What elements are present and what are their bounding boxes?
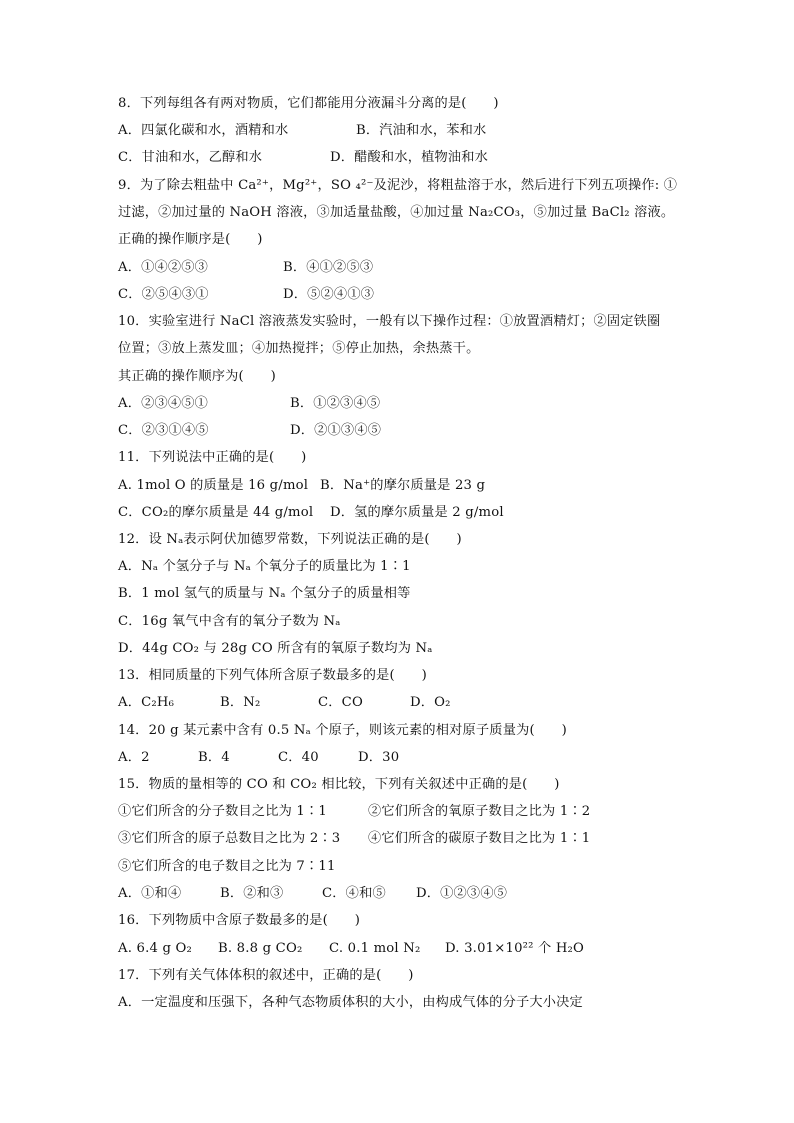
q15-option-b: B．②和③ [220, 886, 284, 901]
q15-stem: 15．物质的量相等的 CO 和 CO₂ 相比较，下列有关叙述中正确的是( ) [118, 777, 560, 792]
q9-options-ab [118, 257, 373, 279]
q17-stem: 17．下列有关气体体积的叙述中，正确的是( ) [118, 968, 414, 983]
q13-stem: 13．相同质量的下列气体所含原子数最多的是( ) [118, 668, 428, 683]
q11-options-ab [118, 475, 485, 497]
q10-options-ab [118, 393, 380, 415]
q12-option-d: D．44g CO₂ 与 28g CO 所含有的氧原子数均为 Nₐ [118, 641, 433, 656]
q11-option-c: C．CO₂的摩尔质量是 44 g/mol [118, 505, 314, 520]
q12-option-b: B．1 mol 氢气的质量与 Nₐ 个氢分子的质量相等 [118, 586, 411, 601]
q10-option-a: A．②③④⑤① [118, 396, 209, 411]
q16-option-d: D. 3.01×10²² 个 H₂O [445, 941, 585, 956]
q16-option-a: A. 6.4 g O₂ [118, 941, 193, 956]
q13-option-b: B．N₂ [220, 695, 261, 710]
q15-option-d: D．①②③④⑤ [416, 886, 508, 901]
q15-options [118, 883, 507, 905]
q8-option-d: D．醋酸和水，植物油和水 [330, 150, 489, 165]
q13-option-a: A．C₂H₆ [118, 695, 175, 710]
q15-statements-12 [118, 801, 590, 823]
q12-option-a: A．Nₐ 个氢分子与 Nₐ 个氧分子的质量比为 1∶1 [118, 559, 411, 574]
q13-option-c: C．CO [318, 695, 363, 710]
q11-stem: 11．下列说法中正确的是( ) [118, 450, 307, 465]
q15-option-c: C．④和⑤ [322, 886, 386, 901]
q11-option-d: D．氢的摩尔质量是 2 g/mol [330, 505, 504, 520]
q10-option-b: B．①②③④⑤ [290, 396, 381, 411]
q16-stem: 16．下列物质中含原子数最多的是( ) [118, 913, 361, 928]
q8-stem: 8．下列每组各有两对物质，它们都能用分液漏斗分离的是( ) [118, 96, 499, 111]
q15-statements-34 [118, 828, 590, 850]
q14-stem: 14．20 g 某元素中含有 0.5 Nₐ 个原子，则该元素的相对原子质量为( ) [118, 723, 567, 738]
q8-options-cd [118, 147, 488, 169]
q10-stem-2: 位置；③放上蒸发皿；④加热搅拌；⑤停止加热，余热蒸干。 [118, 341, 480, 356]
q15-statement-3: ③它们所含的原子总数目之比为 2∶3 [118, 831, 341, 846]
q14-option-c: C．40 [278, 750, 319, 765]
q12-option-c: C．16g 氧气中含有的氧分子数为 Nₐ [118, 614, 341, 629]
q10-stem-3: 其正确的操作顺序为( ) [118, 369, 276, 384]
q16-option-b: B. 8.8 g CO₂ [218, 941, 303, 956]
q9-option-b: B．④①②⑤③ [283, 260, 374, 275]
q10-option-d: D．②①③④⑤ [290, 423, 382, 438]
q14-option-d: D．30 [358, 750, 400, 765]
q11-option-a: A. 1mol O 的质量是 16 g/mol [118, 478, 309, 493]
q9-options-cd [118, 284, 374, 306]
q13-option-d: D．O₂ [410, 695, 451, 710]
q14-option-a: A．2 [118, 750, 150, 765]
q10-options-cd [118, 420, 381, 442]
q9-option-a: A．①④②⑤③ [118, 260, 209, 275]
q9-stem-3: 正确的操作顺序是( ) [118, 232, 263, 247]
q14-option-b: B．4 [198, 750, 230, 765]
q16-options [118, 938, 584, 960]
q12-stem: 12．设 Nₐ表示阿伏加德罗常数，下列说法正确的是( ) [118, 532, 462, 547]
q15-statement-5: ⑤它们所含的电子数目之比为 7∶11 [118, 859, 336, 874]
q13-options [118, 692, 451, 714]
q8-option-c: C．甘油和水，乙醇和水 [118, 150, 263, 165]
q9-stem-2: 过滤，②加过量的 NaOH 溶液，③加适量盐酸，④加过量 Na₂CO₃，⑤加过量 BaCl₂ 溶液。 [118, 205, 675, 220]
q15-statement-1: ①它们所含的分子数目之比为 1∶1 [118, 804, 327, 819]
q11-option-b: B．Na⁺的摩尔质量是 23 g [320, 478, 486, 493]
q17-option-a: A．一定温度和压强下，各种气态物质体积的大小，由构成气体的分子大小决定 [118, 995, 583, 1010]
q9-stem-1: 9．为了除去粗盐中 Ca²⁺，Mg²⁺，SO ₄²⁻及泥沙，将粗盐溶于水，然后进行下列五项操作: ① [118, 178, 678, 193]
q11-options-cd [118, 502, 504, 524]
q10-option-c: C．②③①④⑤ [118, 423, 209, 438]
q10-stem-1: 10．实验室进行 NaCl 溶液蒸发实验时，一般有以下操作过程：①放置酒精灯；②固定铁圈 [118, 314, 661, 329]
q16-option-c: C. 0.1 mol N₂ [329, 941, 421, 956]
q15-statement-4: ④它们所含的碳原子数目之比为 1∶1 [368, 831, 591, 846]
q9-option-c: C．②⑤④③① [118, 287, 209, 302]
q14-options [118, 747, 399, 769]
q9-option-d: D．⑤②④①③ [283, 287, 375, 302]
q8-options-ab [118, 120, 486, 142]
q8-option-a: A．四氯化碳和水，酒精和水 [118, 123, 289, 138]
q15-statement-2: ②它们所含的氧原子数目之比为 1∶2 [368, 804, 591, 819]
q15-option-a: A．①和④ [118, 886, 182, 901]
q8-option-b: B．汽油和水，苯和水 [356, 123, 487, 138]
